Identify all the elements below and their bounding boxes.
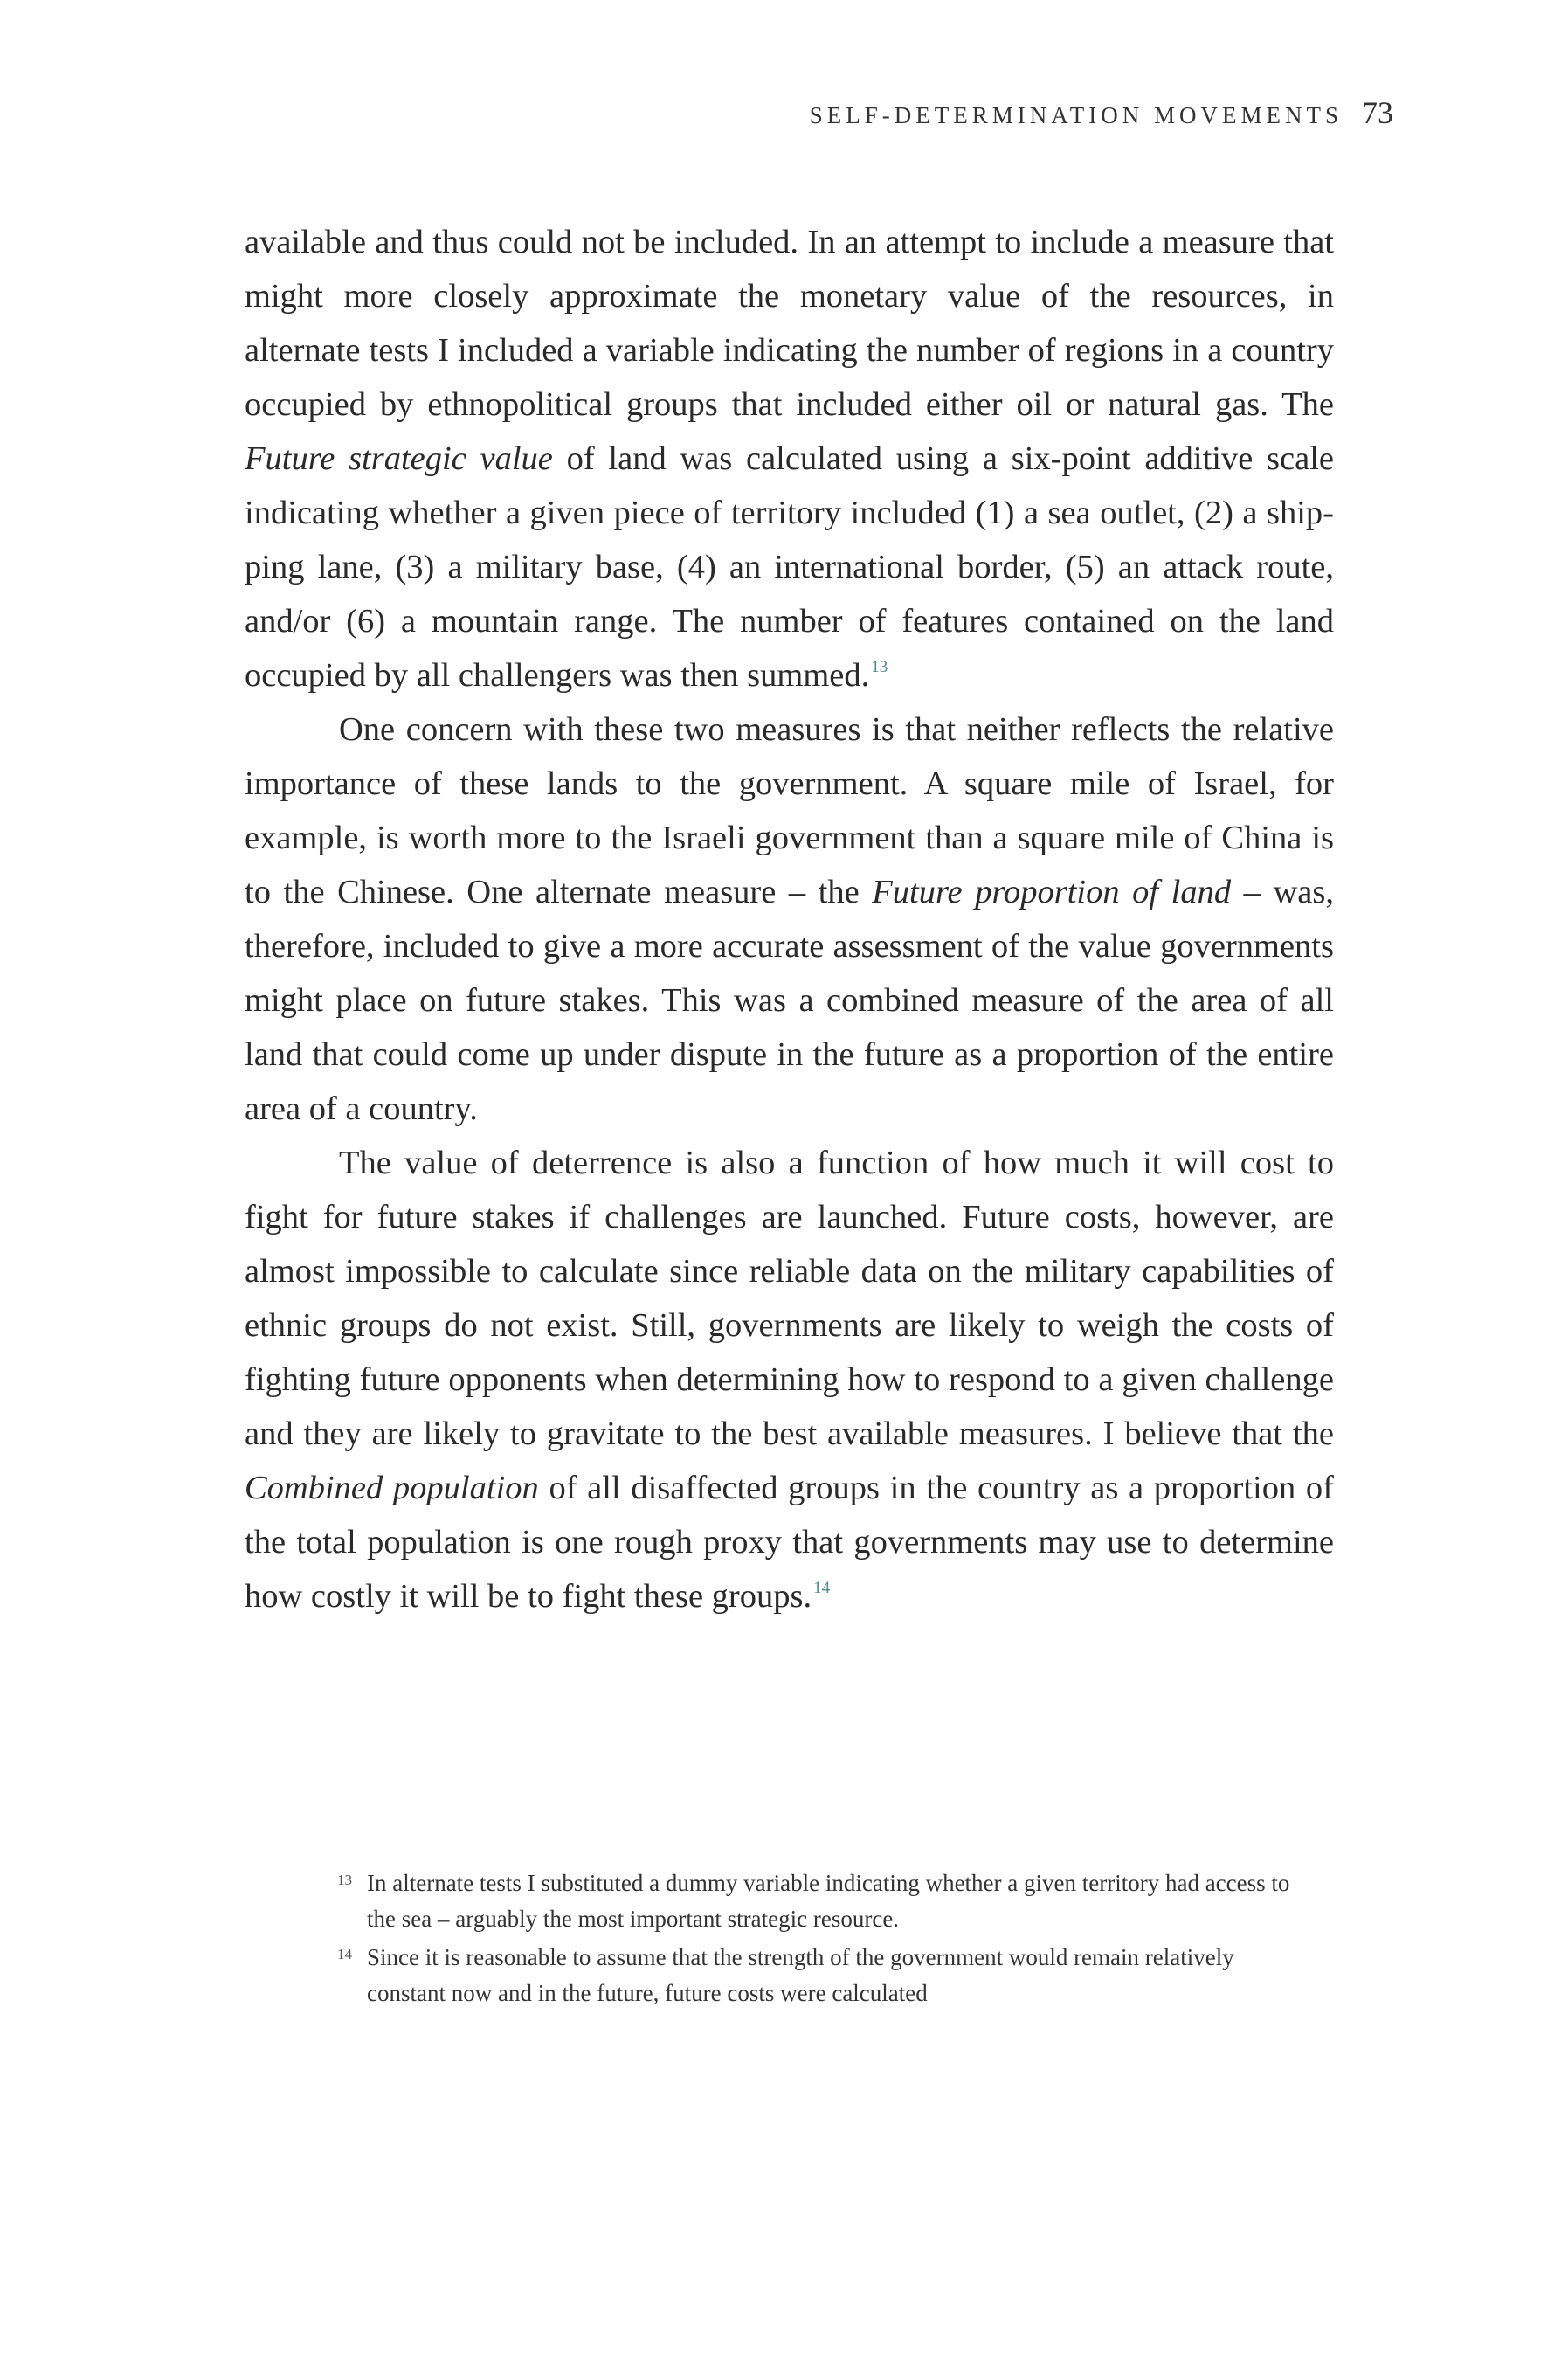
page-number: 73 — [1362, 95, 1393, 130]
paragraph-2-text-a: One concern with these two measures is that neither reflects the relative importance of these lands to the government. A square mile of Israel, for example, is worth more to the Israeli government than a square mile of China is to the Chinese. One alternate measure – the — [245, 711, 1334, 910]
footnotes — [337, 1865, 1316, 2014]
footnote-reference-13[interactable]: 13 — [871, 658, 888, 676]
footnote-13 — [337, 1865, 1316, 1937]
footnote-text: In alternate tests I substituted a dummy variable indicating whether a given territory had access to the sea – arguably the most important strategic resource. — [367, 1870, 1290, 1932]
paragraph-3-text-a: The value of deterrence is also a function of how much it will cost to fight for future stakes if challenges are launched. Future costs, however, are almost impossible to calculate since reliable data on the military capabilities of ethnic groups do not exist. Still, governments are likely to weigh the costs of fighting future opponents when determining how to respond to a given challenge and they are likely to gravitate to the best available measures. I believe that the — [245, 1145, 1334, 1452]
term-combined-population: Combined population — [245, 1470, 539, 1506]
paragraph-1-text-a: available and thus could not be included. In an attempt to include a measure that might more closely approximate the monetary value of the resources, in alternate tests I included a variable indicating the number of regions in a country occupied by ethnopolitical groups that included either oil or natural gas. The — [245, 224, 1334, 423]
paragraph-3-text-b: of all disaffected groups in the country as a proportion of the total population is one rough proxy that governments may use to determine how costly it will be to fight these groups. — [245, 1470, 1334, 1615]
footnote-reference-14[interactable]: 14 — [813, 1579, 831, 1597]
body-text — [245, 215, 1334, 1623]
footnote-text: Since it is reasonable to assume that the strength of the government would remain relatively constant now and in the future, future costs were calculated — [367, 1944, 1234, 2006]
paragraph-1 — [245, 215, 1334, 702]
footnote-number: 14 — [337, 1946, 352, 1962]
running-head — [810, 94, 1393, 131]
footnote-number: 13 — [337, 1872, 352, 1888]
term-future-proportion-of-land: Future proportion of land — [872, 874, 1232, 910]
paragraph-2-text-b: – was, therefore, included to give a more accurate assessment of the value governments might place on future stakes. This was a combined measure of the area of all land that could come up under dispute in the future as a proportion of the entire area of a country. — [245, 874, 1334, 1127]
term-future-strategic-value: Future strategic value — [245, 440, 553, 477]
running-head-title: SELF-DETERMINATION MOVEMENTS — [809, 102, 1343, 128]
footnote-14 — [337, 1940, 1316, 2011]
paragraph-1-text-b: of land was calculated using a six-point additive scale indicating whether a given piece of territory included (1) a sea outlet, (2) a shipping lane, (3) a military base, (4) an international border, (5) an attack route, and/or (6) a mountain range. The number of features contained on the land occupied by all challengers was then summed. — [245, 440, 1334, 694]
paragraph-3 — [245, 1136, 1334, 1623]
paragraph-2 — [245, 702, 1334, 1136]
